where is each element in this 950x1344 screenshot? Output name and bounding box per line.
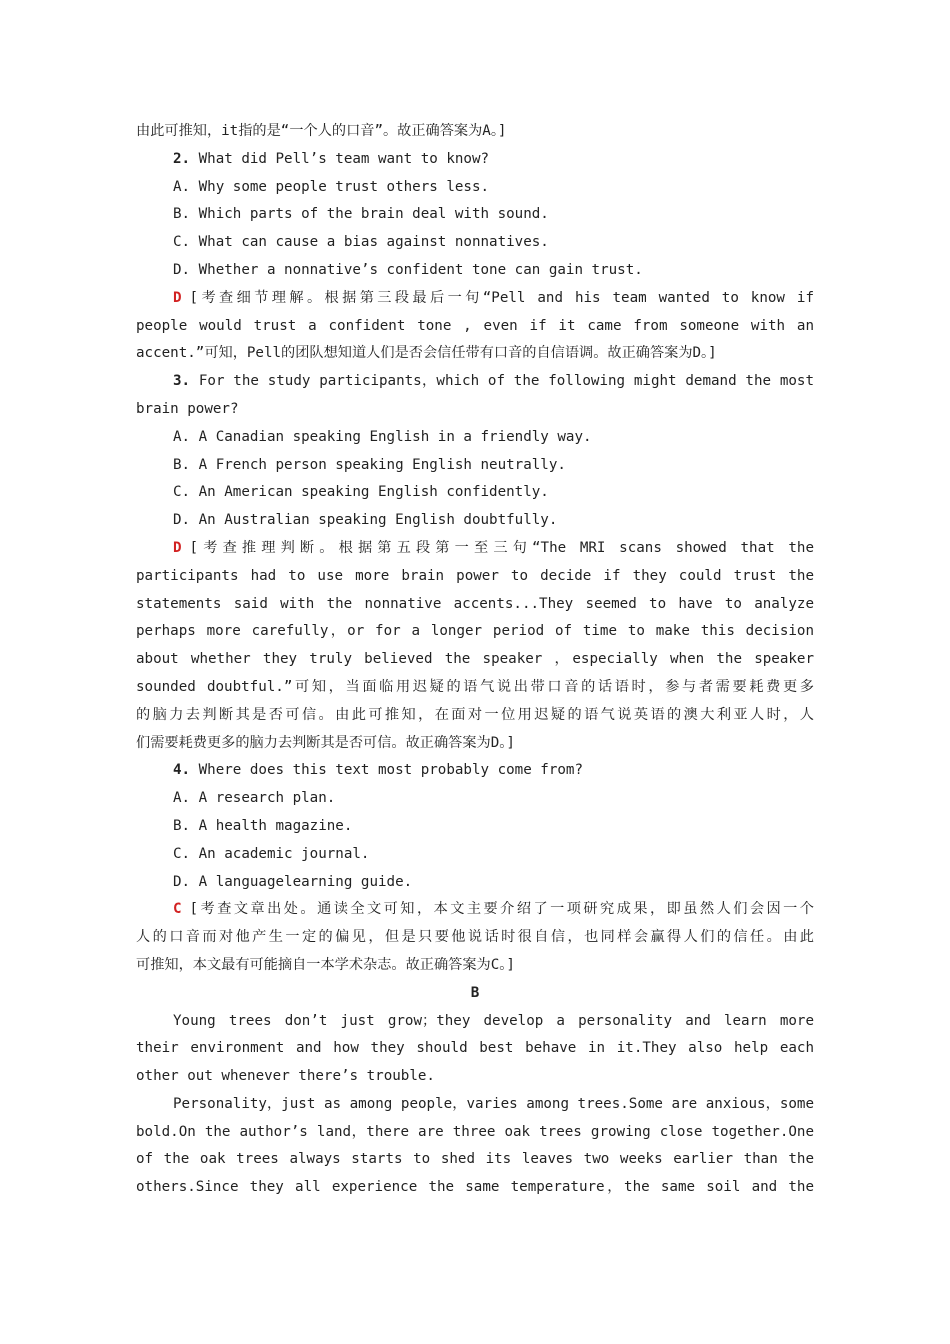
document-page xyxy=(136,118,814,1202)
option-a: A. A research plan. xyxy=(173,790,336,807)
explanation-line: 的脑力去判断其是否可信。由此可推知，在面对一位用迟疑的语气说英语的澳大利亚人时，人 xyxy=(136,706,814,723)
question-2: 2. What did Pell’s team want to know? xyxy=(173,150,490,167)
explanation-line: participants had to use more brain power to decide if they could trust the xyxy=(136,567,814,584)
option-b: B. Which parts of the brain deal with sound. xyxy=(173,206,549,223)
explanation-line: 人的口音而对他产生一定的偏见，但是只要他说话时很自信，也同样会赢得人们的信任。由此 xyxy=(136,929,814,946)
answer-letter: D xyxy=(173,539,182,556)
option-d: D. An Australian speaking English doubtfully. xyxy=(173,512,558,529)
option-a: A. Why some people trust others less. xyxy=(173,178,490,195)
explanation-line: about whether they truly believed the speaker ，especially when the speaker xyxy=(136,651,814,668)
section-heading: B xyxy=(470,984,480,1001)
explanation-line: accent.”可知，Pell的团队想知道人们是否会信任带有口音的自信语调。故正确答案为D。] xyxy=(136,345,717,362)
question-3: 3. For the study participants，which of the following might demand the most xyxy=(173,373,814,390)
option-d: D. A languagelearning guide. xyxy=(173,873,413,890)
option-d: D. Whether a nonnative’s confident tone can gain trust. xyxy=(173,261,643,278)
question-line: brain power? xyxy=(136,400,239,417)
option-c: C. What can cause a bias against nonnatives. xyxy=(173,234,549,251)
answer-letter: D xyxy=(173,289,182,306)
option-c: C. An American speaking English confidently. xyxy=(173,484,549,501)
passage-paragraph: Personality，just as among people，varies among trees.Some are anxious，some xyxy=(173,1095,814,1112)
passage-paragraph: Young trees don’t just grow；they develop a personality and learn more xyxy=(173,1012,814,1029)
answer-letter: C xyxy=(173,901,182,918)
answer-explanation: C [考查文章出处。通读全文可知，本文主要介绍了一项研究成果，即虽然人们会因一个 xyxy=(173,901,814,918)
explanation-line: 们需要耗费更多的脑力去判断其是否可信。故正确答案为D。] xyxy=(136,734,515,751)
question-4: 4. Where does this text most probably come from? xyxy=(173,762,584,779)
text-line: 由此可推知，it指的是“一个人的口音”。故正确答案为A。] xyxy=(136,123,507,139)
passage-line: bold.On the author’s land，there are three oak trees growing close together.One xyxy=(136,1123,814,1140)
question-number: 3. xyxy=(173,373,191,390)
question-number: 4. xyxy=(173,762,191,779)
option-c: C. An academic journal. xyxy=(173,845,370,862)
option-a: A. A Canadian speaking English in a friendly way. xyxy=(173,428,592,445)
passage-line: their environment and how they should best behave in it.They also help each xyxy=(136,1040,814,1057)
passage-line: other out whenever there’s trouble. xyxy=(136,1068,435,1085)
explanation-line: perhaps more carefully，or for a longer period of time to make this decision xyxy=(136,623,814,640)
answer-explanation: D [考查推理判断。根据第五段第一至三句“The MRI scans showed that the xyxy=(173,539,814,556)
explanation-line: statements said with the nonnative accents...They seemed to have to analyze xyxy=(136,595,814,612)
explanation-line: people would trust a confident tone , even if it came from someone with an xyxy=(136,317,814,334)
answer-explanation: D [考查细节理解。根据第三段最后一句“Pell and his team wanted to know if xyxy=(173,289,814,306)
question-number: 2. xyxy=(173,150,191,167)
explanation-line: 可推知，本文最有可能摘自一本学术杂志。故正确答案为C。] xyxy=(136,956,515,973)
option-b: B. A French person speaking English neutrally. xyxy=(173,456,566,473)
passage-line: others.Since they all experience the same temperature，the same soil and the xyxy=(136,1179,814,1196)
option-b: B. A health magazine. xyxy=(173,817,353,834)
passage-line: of the oak trees always starts to shed its leaves two weeks earlier than the xyxy=(136,1151,814,1168)
explanation-line: sounded doubtful.”可知，当面临用迟疑的语气说出带口音的话语时，参与者需要耗费更多 xyxy=(136,678,814,695)
